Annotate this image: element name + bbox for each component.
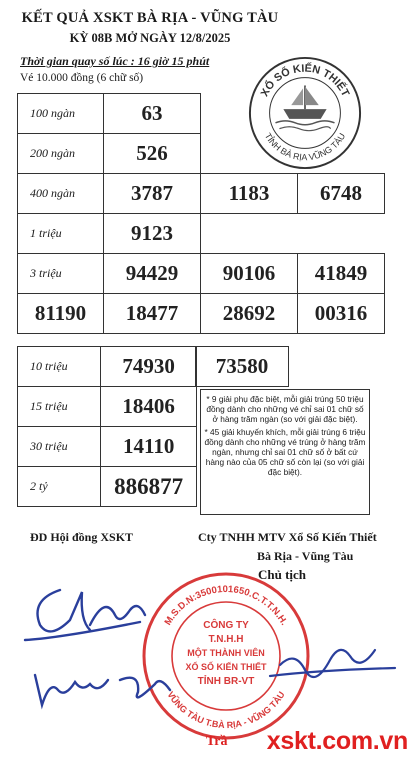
stamp-bottom-ring: VŨNG TÀU T.BÀ RỊA - VŨNG TÀU — [165, 689, 287, 731]
company-location: Bà Rịa - Vũng Tàu — [257, 549, 354, 563]
prize-number: 41849 — [298, 254, 385, 294]
draw-period: KỲ 08B MỞ NGÀY 12/8/2025 — [69, 31, 231, 45]
prize-label: 2 tỷ — [18, 467, 101, 507]
results-table-10m-extra — [195, 346, 289, 387]
prize-number: 526 — [104, 134, 201, 174]
prize-number: 1183 — [201, 174, 298, 214]
results-table-lower — [17, 346, 197, 507]
prize-number: 74930 — [101, 347, 197, 387]
empty-cell — [201, 94, 385, 134]
prize-number: 18406 — [101, 387, 197, 427]
note-consolation: * 9 giải phụ đặc biệt, mỗi giải trúng 50 triệu đồng dành cho những vé chỉ sai 01 chữ số ở hàng trăm ngàn (so với giải đặc biệt). — [206, 394, 364, 425]
prize-row-15m — [18, 387, 197, 427]
prize-row-10m — [18, 347, 197, 387]
empty-cell — [201, 214, 385, 254]
prize-row-30m — [18, 427, 197, 467]
prize-row-1m — [18, 214, 385, 254]
seal-bottom-text: TỈNH BÀ RỊA VŨNG TÀU — [262, 131, 348, 163]
prize-number: 00316 — [298, 294, 385, 334]
company-name: Cty TNHH MTV Xổ Số Kiến Thiết — [198, 530, 377, 544]
prize-label: 3 triệu — [18, 254, 104, 294]
prize-number: 9123 — [104, 214, 201, 254]
stamp-line4: XỔ SỐ KIẾN THIẾT — [185, 662, 267, 672]
watermark-logo: xskt.com.vn — [266, 727, 408, 755]
prize-row-100k — [18, 94, 385, 134]
note-encouragement: * 45 giải khuyến khích, mỗi giải trúng 6 triệu đồng dành cho những vé trúng ở hàng trăm ngàn, nhưng chỉ sai 01 chữ số ở bất cứ hàng nào của 05 chữ số còn lại (so với giải đặc biệt). — [204, 426, 366, 478]
prize-number: 6748 — [298, 174, 385, 214]
prize-number: 90106 — [201, 254, 298, 294]
prize-row-3m-cont — [18, 294, 385, 334]
prize-label: 15 triệu — [18, 387, 101, 427]
stamp-line1: CÔNG TY — [203, 620, 249, 631]
prize-number: 28692 — [201, 294, 298, 334]
prize-notes — [200, 389, 370, 515]
prize-row-200k — [18, 134, 385, 174]
prize-label: 1 triệu — [18, 214, 104, 254]
prize-label: 100 ngàn — [18, 94, 104, 134]
prize-number: 73580 — [196, 347, 289, 387]
chairman-name-partial: Trầ — [206, 734, 228, 749]
stamp-ring-text: M.S.D.N:3500101650.C.T.T.N.H. — [162, 583, 290, 628]
handwritten-signatures — [20, 580, 400, 730]
prize-label: 30 triệu — [18, 427, 101, 467]
prize-number: 81190 — [18, 294, 104, 334]
seal-top-text: XỔ SỐ KIẾN THIẾT — [258, 62, 352, 99]
stamp-line2: T.N.H.H — [208, 634, 244, 645]
prize-row-400k — [18, 174, 385, 214]
prize-number: 14110 — [101, 427, 197, 467]
prize-label: 200 ngàn — [18, 134, 104, 174]
stamp-line3: MỘT THÀNH VIÊN — [187, 648, 265, 658]
special-prize-number: 886877 — [101, 467, 197, 507]
prize-row-3m — [18, 254, 385, 294]
page-title: KẾT QUẢ XSKT BÀ RỊA - VŨNG TÀU — [21, 10, 279, 26]
empty-cell — [201, 134, 385, 174]
council-title: ĐD Hội đồng XSKT — [30, 530, 134, 544]
prize-number: 18477 — [104, 294, 201, 334]
left-signature — [25, 590, 170, 705]
results-table-upper — [17, 93, 385, 334]
prize-label: 400 ngàn — [18, 174, 104, 214]
prize-number: 63 — [104, 94, 201, 134]
draw-time: Thời gian quay số lúc : 16 giờ 15 phút — [20, 54, 210, 68]
prize-row-special — [18, 467, 197, 507]
prize-number: 94429 — [104, 254, 201, 294]
ticket-price: Vé 10.000 đồng (6 chữ số) — [20, 72, 144, 84]
stamp-line5: TỈNH BR-VT — [197, 676, 255, 687]
prize-number: 3787 — [104, 174, 201, 214]
prize-label: 10 triệu — [18, 347, 101, 387]
chairman-title: Chủ tịch — [258, 567, 307, 582]
right-signature — [270, 650, 395, 677]
